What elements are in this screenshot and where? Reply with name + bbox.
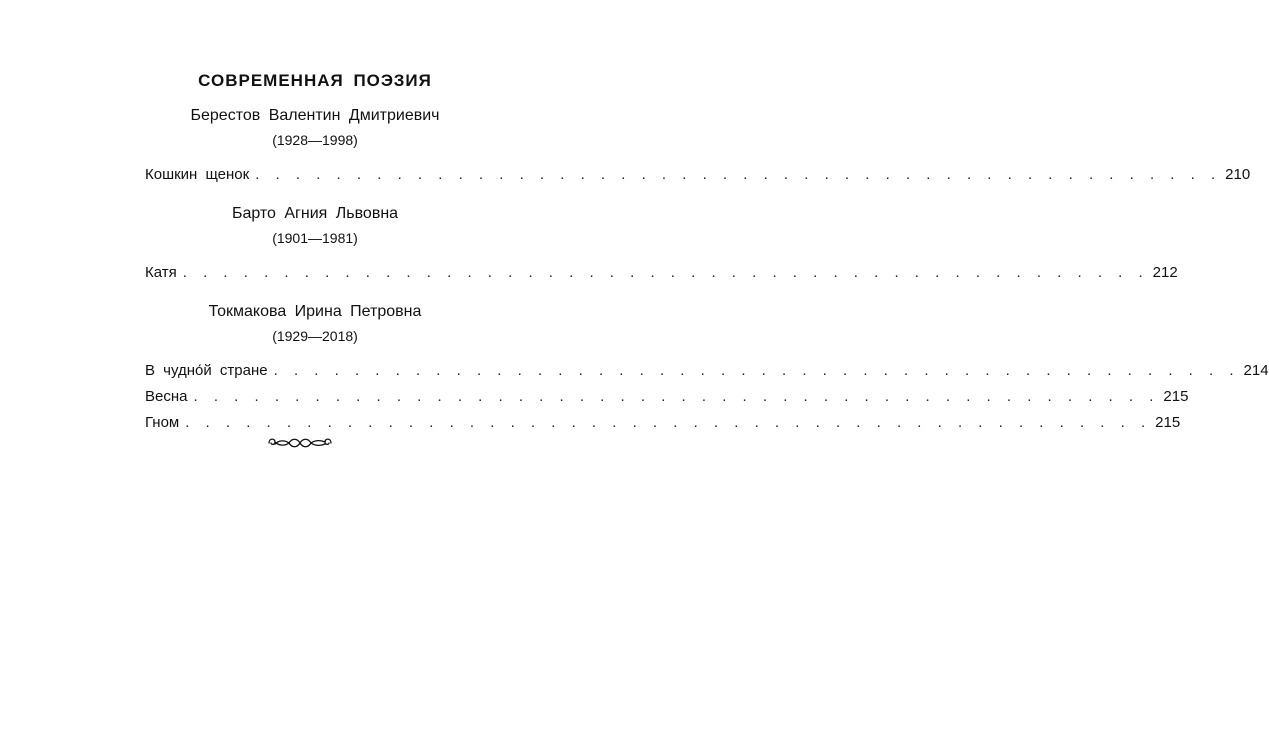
contents-page xyxy=(145,70,1269,436)
entry-page-number: 215 xyxy=(1163,388,1189,405)
author-years: (1901—1981) xyxy=(272,230,358,246)
toc-entry[interactable] xyxy=(145,384,1189,410)
toc-entry[interactable] xyxy=(145,358,1269,384)
author-name: Токмакова Ирина Петровна xyxy=(208,303,422,320)
author-name: Барто Агния Львовна xyxy=(231,205,399,222)
entry-title: Катя xyxy=(145,264,177,281)
toc-entry[interactable] xyxy=(145,162,1251,188)
entry-title: Кошкин щенок xyxy=(145,166,250,183)
entry-page-number: 215 xyxy=(1155,414,1181,431)
leader-dots: . . . . . . . . . . . . . . . . . . . . . . . . . . . . . . . . . . . . . . . . . . . . . . . . xyxy=(273,362,1240,379)
entry-title: Гном xyxy=(145,414,180,431)
author-years: (1928—1998) xyxy=(272,132,358,148)
entries-list xyxy=(145,260,1178,286)
author-name: Берестов Валентин Дмитриевич xyxy=(190,107,440,124)
leader-dots: . . . . . . . . . . . . . . . . . . . . . . . . . . . . . . . . . . . . . . . . . . . . . . . . xyxy=(193,388,1160,405)
entry-title: В чудно́й стране xyxy=(145,362,268,379)
entry-title: Весна xyxy=(145,388,188,405)
entry-page-number: 214 xyxy=(1243,362,1269,379)
leader-dots: . . . . . . . . . . . . . . . . . . . . . . . . . . . . . . . . . . . . . . . . . . . . . . . . xyxy=(185,414,1152,431)
author-years: (1929—2018) xyxy=(272,328,358,344)
author-block-tokmakova xyxy=(145,302,1269,436)
toc-entry[interactable] xyxy=(145,260,1178,286)
leader-dots: . . . . . . . . . . . . . . . . . . . . . . . . . . . . . . . . . . . . . . . . . . . . . . . . xyxy=(182,264,1149,281)
author-block-barto xyxy=(145,204,1178,286)
leader-dots: . . . . . . . . . . . . . . . . . . . . . . . . . . . . . . . . . . . . . . . . . . . . . . . . xyxy=(255,166,1222,183)
entry-page-number: 212 xyxy=(1152,264,1178,281)
section-title: СОВРЕМЕННАЯ ПОЭЗИЯ xyxy=(198,71,432,90)
author-block-berestov xyxy=(145,106,1251,188)
entries-list xyxy=(145,358,1269,436)
entries-list xyxy=(145,162,1251,188)
flourish-divider-icon xyxy=(265,432,335,454)
entry-page-number: 210 xyxy=(1225,166,1251,183)
